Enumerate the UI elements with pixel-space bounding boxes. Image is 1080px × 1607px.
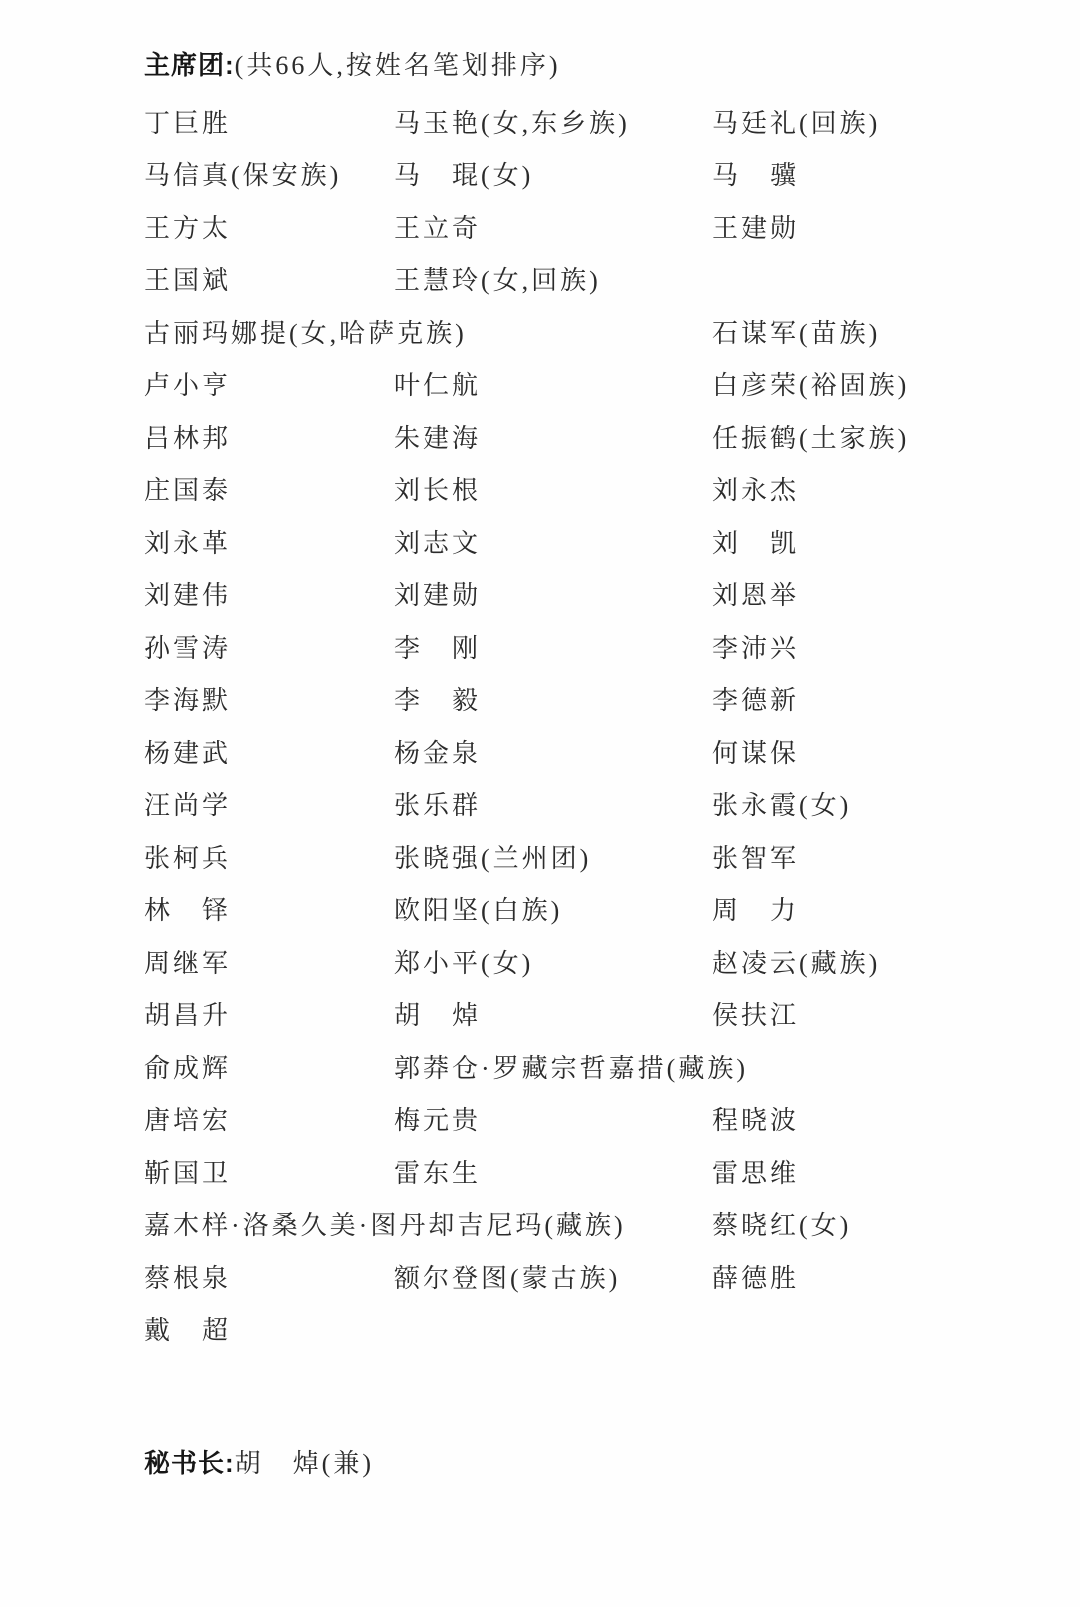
member-name: 欧阳坚(白族) — [394, 896, 563, 926]
member-name: 王建勋 — [712, 213, 800, 243]
roster-row — [144, 568, 1020, 621]
member-name: 刘 凯 — [712, 528, 800, 558]
presidium-roster — [144, 95, 1020, 1355]
member-name: 嘉木样·洛桑久美·图丹却吉尼玛(藏族) — [144, 1211, 626, 1241]
member-name: 梅元贵 — [394, 1106, 482, 1136]
roster-row — [144, 95, 1020, 148]
roster-row — [144, 1198, 1020, 1251]
member-name: 雷思维 — [712, 1158, 800, 1188]
member-name: 吕林邦 — [144, 423, 232, 453]
member-name: 刘恩举 — [712, 581, 800, 611]
roster-row — [144, 725, 1020, 778]
roster-row — [144, 1250, 1020, 1303]
member-name: 张智军 — [712, 843, 800, 873]
roster-row — [144, 1145, 1020, 1198]
roster-row — [144, 515, 1020, 568]
roster-row — [144, 1303, 1020, 1356]
member-name: 叶仁航 — [394, 371, 482, 401]
member-name: 李海默 — [144, 686, 232, 716]
roster-row — [144, 410, 1020, 463]
member-name: 戴 超 — [144, 1316, 232, 1346]
member-name: 李沛兴 — [712, 633, 800, 663]
member-name: 刘长根 — [394, 476, 482, 506]
member-name: 马 骥 — [712, 161, 800, 191]
member-name: 杨建武 — [144, 738, 232, 768]
member-name: 孙雪涛 — [144, 633, 232, 663]
member-name: 白彦荣(裕固族) — [712, 371, 910, 401]
member-name: 侯扶江 — [712, 1001, 800, 1031]
member-name: 郭莽仓·罗藏宗哲嘉措(藏族) — [394, 1053, 748, 1083]
member-name: 张乐群 — [394, 791, 482, 821]
member-name: 张柯兵 — [144, 843, 232, 873]
member-name: 马玉艳(女,东乡族) — [394, 108, 630, 138]
roster-row — [144, 830, 1020, 883]
member-name: 任振鹤(土家族) — [712, 423, 910, 453]
member-name: 靳国卫 — [144, 1158, 232, 1188]
member-name: 庄国泰 — [144, 476, 232, 506]
member-name: 俞成辉 — [144, 1053, 232, 1083]
roster-row — [144, 1093, 1020, 1146]
presidium-heading-label: 主席团: — [144, 50, 235, 80]
member-name: 刘永杰 — [712, 476, 800, 506]
member-name: 薛德胜 — [712, 1263, 800, 1293]
member-name: 张永霞(女) — [712, 791, 852, 821]
member-name: 郑小平(女) — [394, 948, 534, 978]
member-name: 马 琨(女) — [394, 161, 534, 191]
roster-row — [144, 988, 1020, 1041]
member-name: 李 刚 — [394, 633, 482, 663]
roster-row — [144, 778, 1020, 831]
member-name: 王慧玲(女,回族) — [394, 266, 601, 296]
roster-row — [144, 883, 1020, 936]
member-name: 刘建勋 — [394, 581, 482, 611]
member-name: 卢小亨 — [144, 371, 232, 401]
member-name: 古丽玛娜提(女,哈萨克族) — [144, 318, 467, 348]
roster-row — [144, 673, 1020, 726]
presidium-heading-note: (共66人,按姓名笔划排序) — [234, 51, 561, 80]
roster-row — [144, 935, 1020, 988]
member-name: 蔡根泉 — [144, 1263, 232, 1293]
secretary-general-label: 秘书长: — [144, 1448, 235, 1478]
member-name: 雷东生 — [394, 1158, 482, 1188]
member-name: 汪尚学 — [144, 791, 232, 821]
member-name: 刘永革 — [144, 528, 232, 558]
member-name: 刘志文 — [394, 528, 482, 558]
member-name: 王国斌 — [144, 266, 232, 296]
member-name: 蔡晓红(女) — [712, 1211, 852, 1241]
roster-row — [144, 1040, 1020, 1093]
roster-row — [144, 358, 1020, 411]
member-name: 胡昌升 — [144, 1001, 232, 1031]
presidium-heading — [144, 50, 1020, 81]
secretary-general-line — [144, 1447, 1020, 1480]
member-name: 李德新 — [712, 686, 800, 716]
roster-row — [144, 200, 1020, 253]
member-name: 王方太 — [144, 213, 232, 243]
member-name: 朱建海 — [394, 423, 482, 453]
secretary-general-name: 胡 焯(兼) — [234, 1449, 374, 1478]
roster-row — [144, 463, 1020, 516]
roster-row — [144, 305, 1020, 358]
member-name: 程晓波 — [712, 1106, 800, 1136]
member-name: 马信真(保安族) — [144, 161, 342, 191]
member-name: 林 铎 — [144, 896, 232, 926]
roster-row — [144, 253, 1020, 306]
member-name: 丁巨胜 — [144, 108, 232, 138]
member-name: 额尔登图(蒙古族) — [394, 1263, 621, 1293]
roster-row — [144, 620, 1020, 673]
member-name: 杨金泉 — [394, 738, 482, 768]
member-name: 李 毅 — [394, 686, 482, 716]
member-name: 石谋军(苗族) — [712, 318, 881, 348]
member-name: 刘建伟 — [144, 581, 232, 611]
member-name: 周继军 — [144, 948, 232, 978]
member-name: 何谋保 — [712, 738, 800, 768]
roster-row — [144, 148, 1020, 201]
member-name: 赵凌云(藏族) — [712, 948, 881, 978]
member-name: 胡 焯 — [394, 1001, 482, 1031]
member-name: 唐培宏 — [144, 1106, 232, 1136]
member-name: 王立奇 — [394, 213, 482, 243]
member-name: 马廷礼(回族) — [712, 108, 881, 138]
member-name: 周 力 — [712, 896, 800, 926]
member-name: 张晓强(兰州团) — [394, 843, 592, 873]
